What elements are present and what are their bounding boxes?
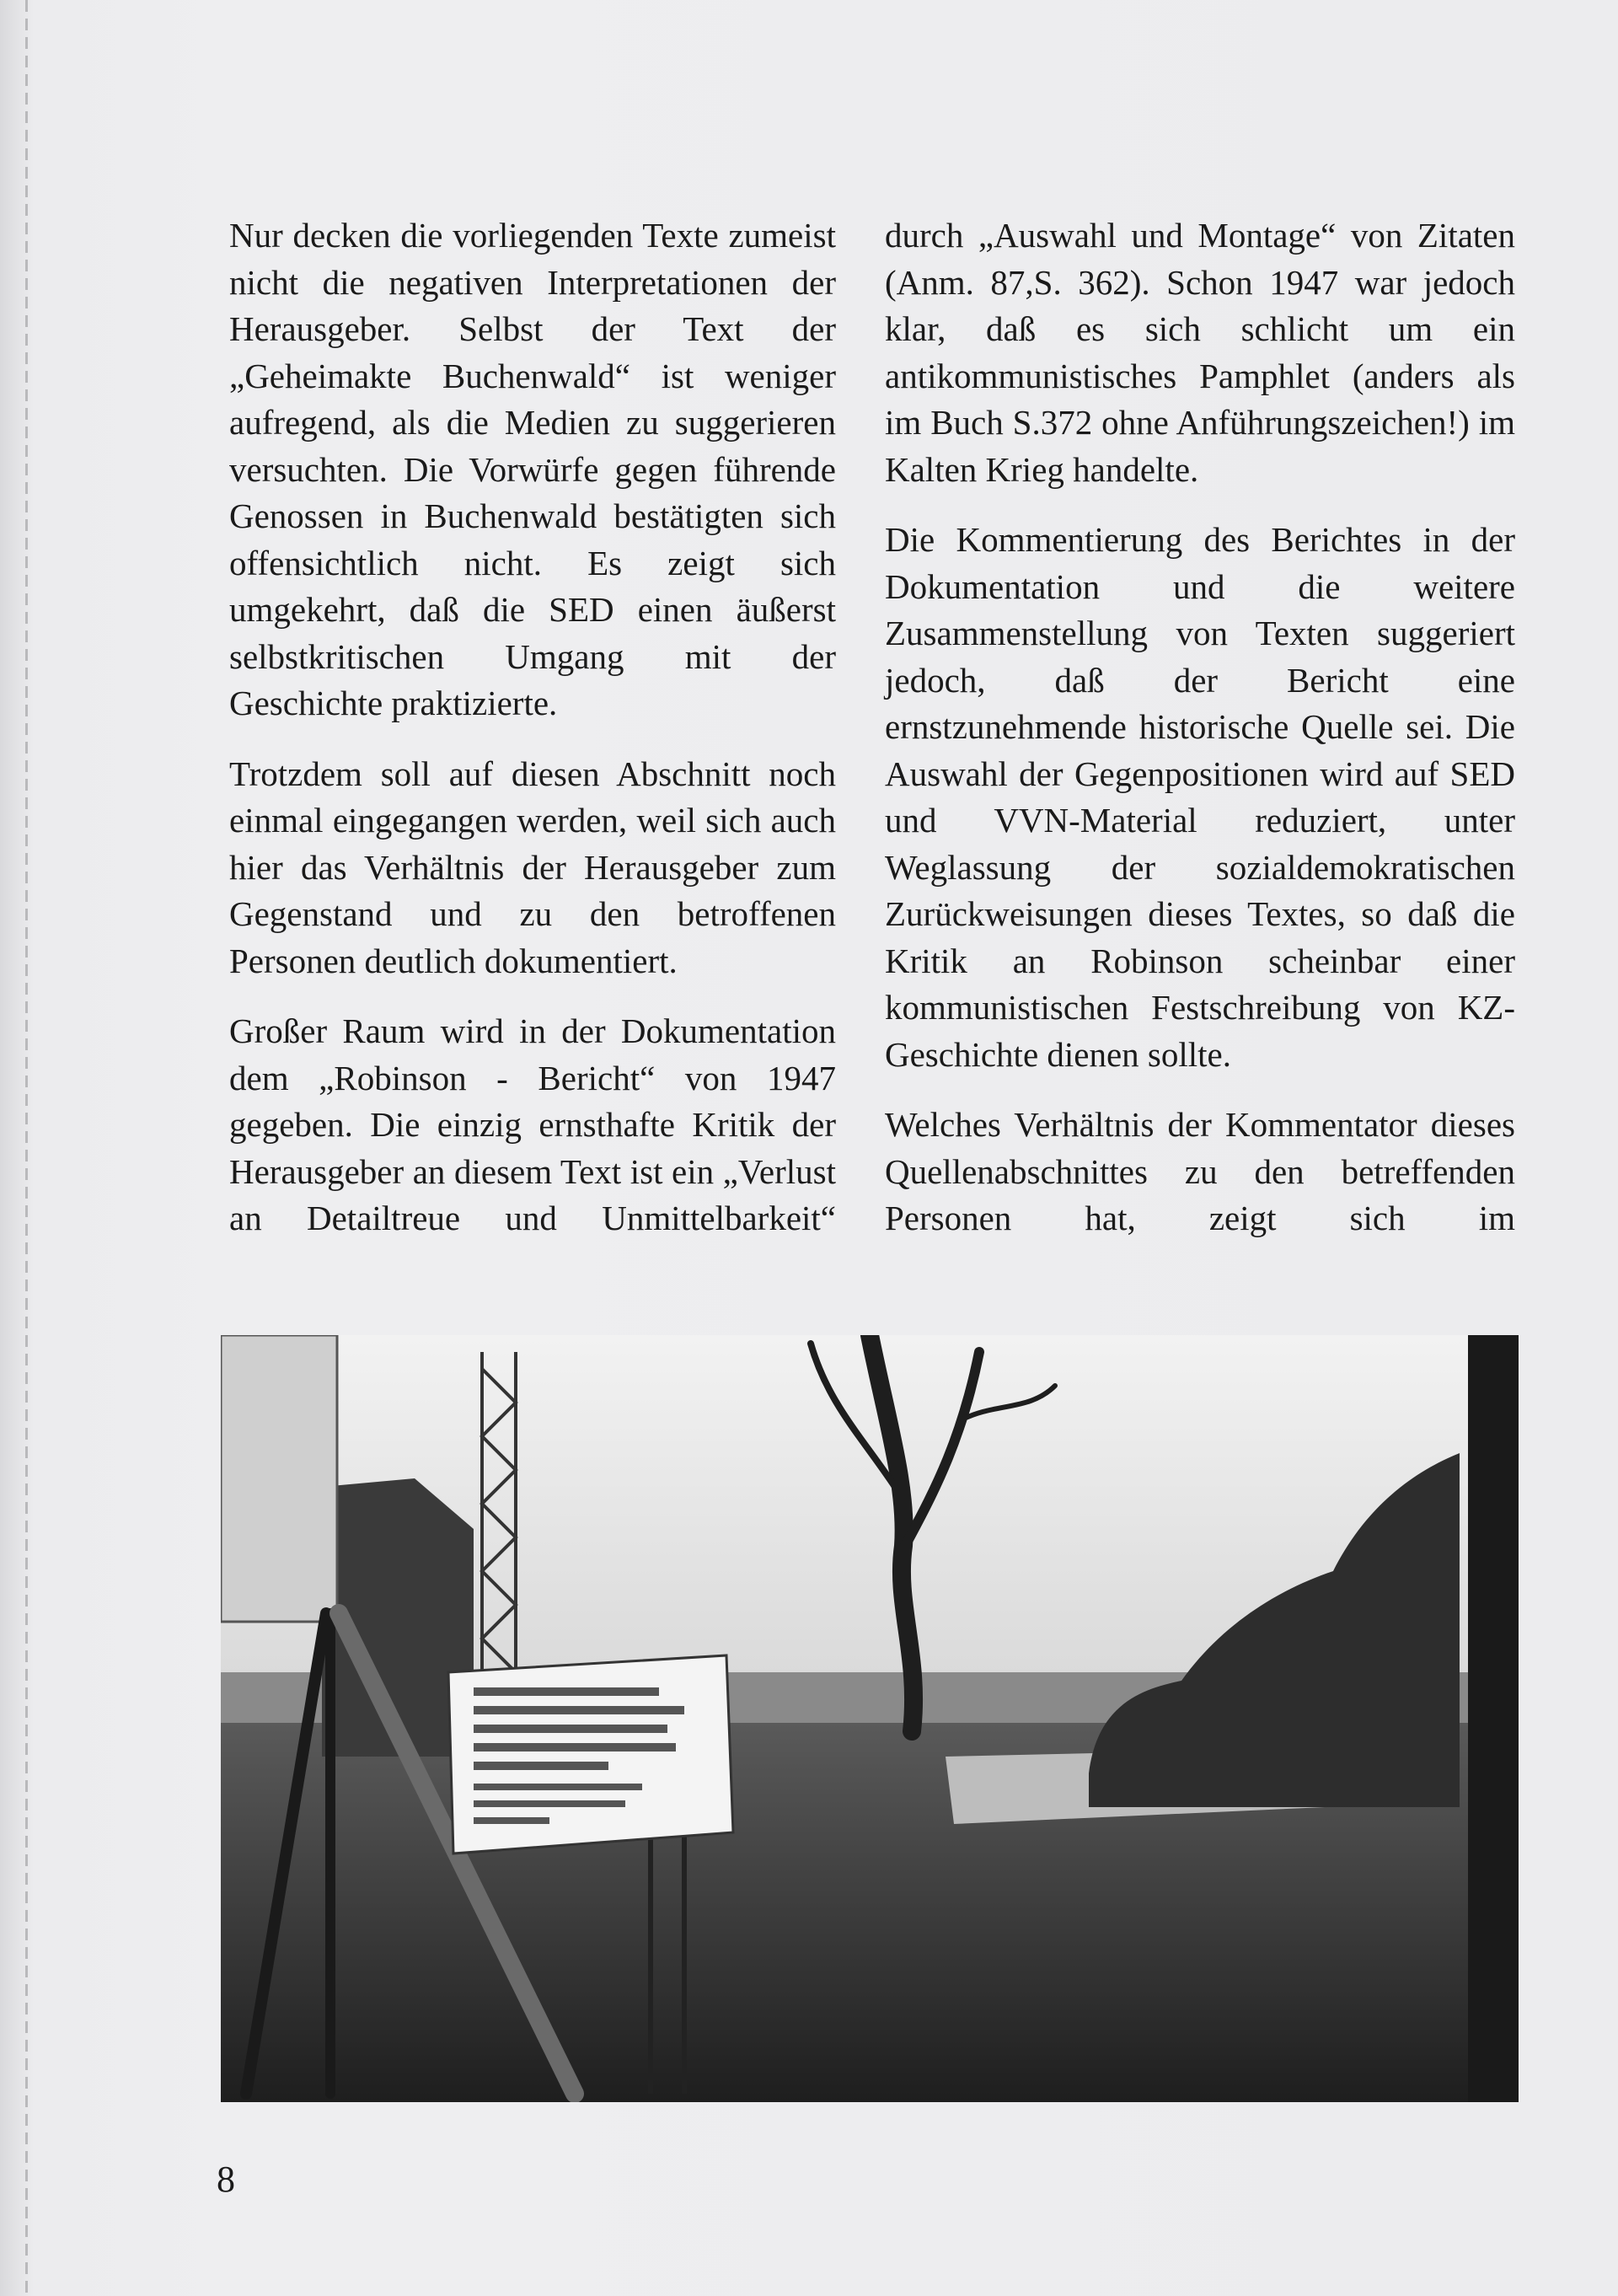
sign-board-left: [221, 1335, 337, 1622]
paragraph: Nur decken die vorliegenden Texte zumeist nicht die negativen Interpretationen der Herausgeber. Selbst der Text der „Geheimakte Buchenwald“ ist weniger aufregend, als die Medien zu suggerieren versuchten. Die Vorwürfe gegen führende Genossen in Buchenwald bestätigten sich offensichtlich nicht. Es zeigt sich umgekehrt, daß die SED einen äußerst selbstkritischen Umgang mit der Geschichte praktizierte.: [229, 216, 836, 722]
paragraph: Trotzdem soll auf diesen Abschnitt noch einmal eingegangen werden, weil sich auch hier das Verhältnis der Herausgeber zum Gegenstand und zu den betroffenen Personen deutlich dokumentiert.: [229, 754, 836, 980]
right-text-column: [885, 212, 1515, 1266]
dark-pole: [1468, 1335, 1519, 2102]
page-number: 8: [217, 2159, 235, 2200]
photo-illustration: [221, 1335, 1519, 2102]
paragraph: Großer Raum wird in der Dokumentation dem „Robinson - Bericht“ von 1947 gegeben. Die einzig ernsthafte Kritik der Herausgeber an diesem Text ist ein „Verlust an Detailtreue und Unmittelbarkeit“: [229, 1011, 836, 1237]
left-text-column: [229, 212, 836, 1266]
paragraph: durch „Auswahl und Montage“ von Zitaten (Anm. 87,S. 362). Schon 1947 war jedoch klar, daß es sich schlicht um ein antikommunistisches Pamphlet (anders als im Buch S.372 ohne Anführungszeichen!) im Kalten Krieg handelte.: [885, 216, 1515, 489]
paragraph: Welches Verhältnis der Kommentator dieses Quellenabschnittes zu den betreffenden Personen hat, zeigt sich im: [885, 1105, 1515, 1237]
binding-edge: [25, 0, 28, 2296]
black-white-photo: [221, 1335, 1519, 2102]
paragraph: Die Kommentierung des Berichtes in der Dokumentation und die weitere Zusammenstellung von Texten suggeriert jedoch, daß der Bericht eine ernstzunehmende historische Quelle sei. Die Auswahl der Gegenpositionen wird auf SED und VVN-Material reduziert, unter Weglassung der sozialdemokratischen Zurückweisungen dieses Textes, so daß die Kritik an Robinson scheinbar einer kommunistischen Festschreibung von KZ-Geschichte dienen sollte.: [885, 520, 1515, 1074]
